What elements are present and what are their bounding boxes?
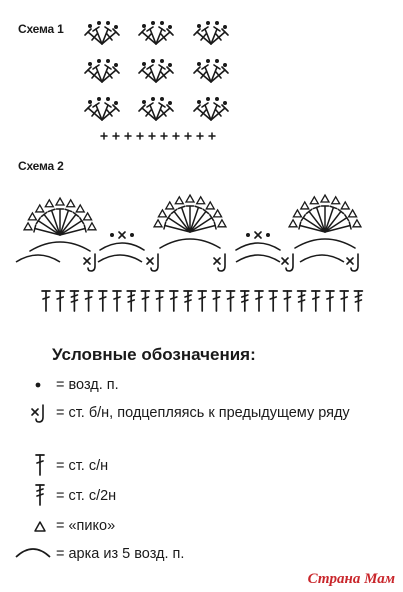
treble-stitch bbox=[354, 291, 362, 311]
sc-plus-mark bbox=[185, 133, 191, 139]
scheme1-fan bbox=[194, 59, 228, 82]
sc-behind-mark bbox=[214, 254, 225, 271]
legend-item-dc: = ст. с/н bbox=[56, 458, 109, 474]
scheme1-fan bbox=[194, 21, 228, 44]
scheme1-fan bbox=[139, 59, 173, 82]
dc-stitch bbox=[113, 291, 121, 311]
scheme1-fan bbox=[85, 97, 119, 120]
legend-item-arch: = арка из 5 возд. п. bbox=[56, 546, 185, 562]
dc-stitch bbox=[156, 291, 164, 311]
scheme1-title: Схема 1 bbox=[18, 22, 64, 36]
treble-stitch bbox=[127, 291, 135, 311]
scheme2-stitch-row bbox=[42, 291, 362, 311]
chain-dot-icon bbox=[36, 383, 41, 388]
sc-plus-mark bbox=[101, 133, 107, 139]
sc-plus-mark bbox=[149, 133, 155, 139]
dc-stitch bbox=[56, 291, 64, 311]
scheme2-title: Схема 2 bbox=[18, 159, 64, 173]
scheme2-lower-arch bbox=[236, 255, 280, 262]
scheme2-fan bbox=[289, 195, 361, 248]
dc-stitch bbox=[99, 291, 107, 311]
legend-item-picot: = «пико» bbox=[56, 518, 116, 534]
dc-stitch bbox=[212, 291, 220, 311]
sc-behind-mark bbox=[347, 254, 358, 271]
dc-stitch bbox=[198, 291, 206, 311]
dc-stitch bbox=[312, 291, 320, 311]
scheme1-fan bbox=[139, 97, 173, 120]
scheme2-fan bbox=[154, 195, 226, 248]
scheme1-fan bbox=[85, 59, 119, 82]
scheme2-lower-arch bbox=[98, 255, 142, 262]
sc-plus-mark bbox=[161, 133, 167, 139]
scheme2-link-arch bbox=[100, 232, 144, 250]
treble-stitch bbox=[70, 291, 78, 311]
treble-stitch bbox=[298, 291, 306, 311]
legend-item-treble: = ст. с/2н bbox=[56, 488, 117, 504]
sc-plus-mark bbox=[173, 133, 179, 139]
scheme1-fan bbox=[139, 21, 173, 44]
dc-stitch bbox=[227, 291, 235, 311]
scheme2-link-arch bbox=[236, 232, 280, 250]
sc-behind-mark bbox=[282, 254, 293, 271]
dc-stitch bbox=[42, 291, 50, 311]
sc-behind-mark bbox=[84, 254, 95, 271]
scheme2-chart bbox=[16, 195, 362, 311]
scheme1-motifs bbox=[85, 21, 228, 120]
sc-behind-mark bbox=[147, 254, 158, 271]
treble-stitch bbox=[241, 291, 249, 311]
scheme1-fan bbox=[85, 21, 119, 44]
treble-stitch-icon bbox=[36, 485, 44, 505]
dc-stitch-icon bbox=[36, 455, 44, 475]
scheme2-lower-arch bbox=[300, 255, 344, 262]
scheme1-sc-row bbox=[101, 133, 215, 139]
arch-icon bbox=[16, 549, 50, 557]
sc-plus-mark bbox=[137, 133, 143, 139]
scheme2-lower-arch bbox=[16, 255, 60, 262]
dc-stitch bbox=[141, 291, 149, 311]
legend-title: Условные обозначения: bbox=[52, 345, 256, 364]
picot-icon bbox=[35, 522, 45, 531]
legend-item-chain: = возд. п. bbox=[56, 377, 119, 393]
dc-stitch bbox=[255, 291, 263, 311]
dc-stitch bbox=[269, 291, 277, 311]
dc-stitch bbox=[170, 291, 178, 311]
dc-stitch bbox=[85, 291, 93, 311]
sc-plus-mark bbox=[197, 133, 203, 139]
scheme1-fan bbox=[194, 97, 228, 120]
dc-stitch bbox=[283, 291, 291, 311]
dc-stitch bbox=[326, 291, 334, 311]
sc-plus-mark bbox=[113, 133, 119, 139]
legend-item-sc-behind: = ст. б/н, подцепляясь к предыдущему ряду bbox=[56, 405, 350, 421]
scheme2-fan bbox=[24, 198, 96, 251]
sc-behind-icon bbox=[32, 405, 43, 422]
treble-stitch bbox=[184, 291, 192, 311]
dc-stitch bbox=[340, 291, 348, 311]
sc-plus-mark bbox=[209, 133, 215, 139]
watermark-logo: Страна Мам bbox=[307, 571, 395, 587]
sc-plus-mark bbox=[125, 133, 131, 139]
legend-symbols bbox=[16, 383, 50, 557]
